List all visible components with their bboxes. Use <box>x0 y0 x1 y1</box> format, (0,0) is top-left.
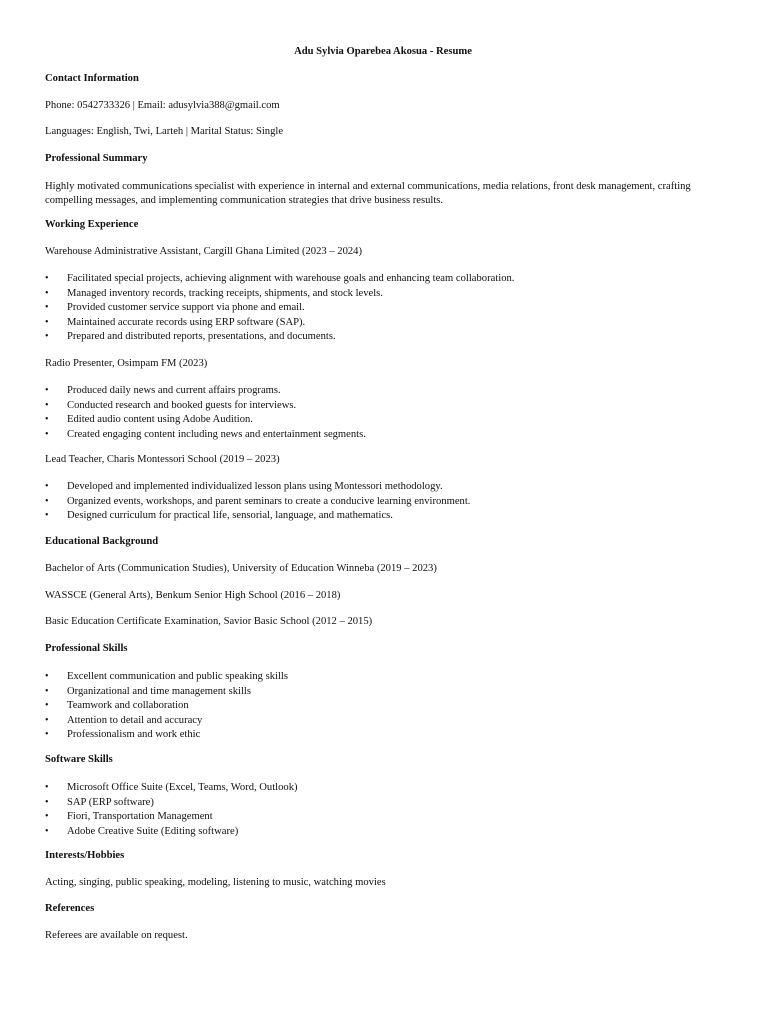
job-title: Radio Presenter, Osimpam FM (2023) <box>45 358 208 369</box>
list-item: • Facilitated special projects, achieving alignment with warehouse goals and enhancing team collaboration. <box>45 272 514 287</box>
bullet-icon: • <box>45 385 49 396</box>
education-item: Basic Education Certificate Examination, Savior Basic School (2012 – 2015) <box>45 616 373 627</box>
list-item: • Organizational and time management skills <box>45 685 288 700</box>
summary-heading: Professional Summary <box>45 153 148 164</box>
professional-skills-heading: Professional Skills <box>45 643 128 654</box>
bullet-icon: • <box>45 287 49 299</box>
bullet-icon: • <box>45 495 49 507</box>
software-skills-list <box>45 781 298 839</box>
document-title: Adu Sylvia Oparebea Akosua - Resume <box>294 46 472 57</box>
summary-text: Highly motivated communications specialist with experience in internal and external communications, media relations, front desk management, crafting compelling messages, and implementing communication strategies that drive business results. <box>45 181 691 206</box>
list-item: • Edited audio content using Adobe Audition. <box>45 413 366 428</box>
job-bullets <box>45 272 514 345</box>
list-item: • Conducted research and booked guests for interviews. <box>45 399 366 414</box>
bullet-icon: • <box>45 510 49 521</box>
contact-phone-email: Phone: 0542733326 | Email: adusylvia388@gmail.com <box>45 100 280 111</box>
bullet-icon: • <box>45 671 49 682</box>
bullet-icon: • <box>45 782 49 793</box>
list-item: • Teamwork and collaboration <box>45 699 288 714</box>
job-title: Lead Teacher, Charis Montessori School (2019 – 2023) <box>45 454 280 465</box>
list-item: • Professionalism and work ethic <box>45 728 288 743</box>
list-item: • SAP (ERP software) <box>45 796 298 811</box>
bullet-icon: • <box>45 428 49 440</box>
references-text: Referees are available on request. <box>45 930 188 941</box>
bullet-icon: • <box>45 825 49 837</box>
list-item: • Prepared and distributed reports, presentations, and documents. <box>45 330 514 345</box>
list-item: • Maintained accurate records using ERP software (SAP). <box>45 316 514 331</box>
bullet-icon: • <box>45 811 49 822</box>
software-skills-heading: Software Skills <box>45 754 113 765</box>
references-heading: References <box>45 903 95 914</box>
contact-heading: Contact Information <box>45 73 139 84</box>
list-item: • Created engaging content including news and entertainment segments. <box>45 428 366 443</box>
list-item: • Produced daily news and current affairs programs. <box>45 384 366 399</box>
bullet-icon: • <box>45 685 49 697</box>
job-bullets <box>45 480 470 524</box>
experience-heading: Working Experience <box>45 219 139 230</box>
bullet-icon: • <box>45 414 49 425</box>
bullet-icon: • <box>45 399 49 411</box>
bullet-icon: • <box>45 700 49 711</box>
list-item: • Excellent communication and public speaking skills <box>45 670 288 685</box>
bullet-icon: • <box>45 302 49 313</box>
list-item: • Microsoft Office Suite (Excel, Teams, Word, Outlook) <box>45 781 298 796</box>
bullet-icon: • <box>45 714 49 726</box>
list-item: • Provided customer service support via phone and email. <box>45 301 514 316</box>
list-item: • Designed curriculum for practical life, sensorial, language, and mathematics. <box>45 509 470 524</box>
list-item: • Managed inventory records, tracking receipts, shipments, and stock levels. <box>45 287 514 302</box>
list-item: • Developed and implemented individualized lesson plans using Montessori methodology. <box>45 480 470 495</box>
list-item: • Fiori, Transportation Management <box>45 810 298 825</box>
education-item: WASSCE (General Arts), Benkum Senior High School (2016 – 2018) <box>45 590 341 601</box>
interests-text: Acting, singing, public speaking, modeling, listening to music, watching movies <box>45 877 386 888</box>
bullet-icon: • <box>45 729 49 740</box>
education-heading: Educational Background <box>45 536 159 547</box>
list-item: • Attention to detail and accuracy <box>45 714 288 729</box>
bullet-icon: • <box>45 273 49 284</box>
education-item: Bachelor of Arts (Communication Studies), University of Education Winneba (2019 – 2023) <box>45 563 437 574</box>
interests-heading: Interests/Hobbies <box>45 850 125 861</box>
job-title: Warehouse Administrative Assistant, Cargill Ghana Limited (2023 – 2024) <box>45 246 363 257</box>
bullet-icon: • <box>45 796 49 808</box>
list-item: • Organized events, workshops, and parent seminars to create a conducive learning environment. <box>45 495 470 510</box>
bullet-icon: • <box>45 481 49 492</box>
contact-languages-status: Languages: English, Twi, Larteh | Marital Status: Single <box>45 126 284 137</box>
bullet-icon: • <box>45 316 49 328</box>
bullet-icon: • <box>45 331 49 342</box>
professional-skills-list <box>45 670 288 743</box>
job-bullets <box>45 384 366 442</box>
list-item: • Adobe Creative Suite (Editing software) <box>45 825 298 840</box>
